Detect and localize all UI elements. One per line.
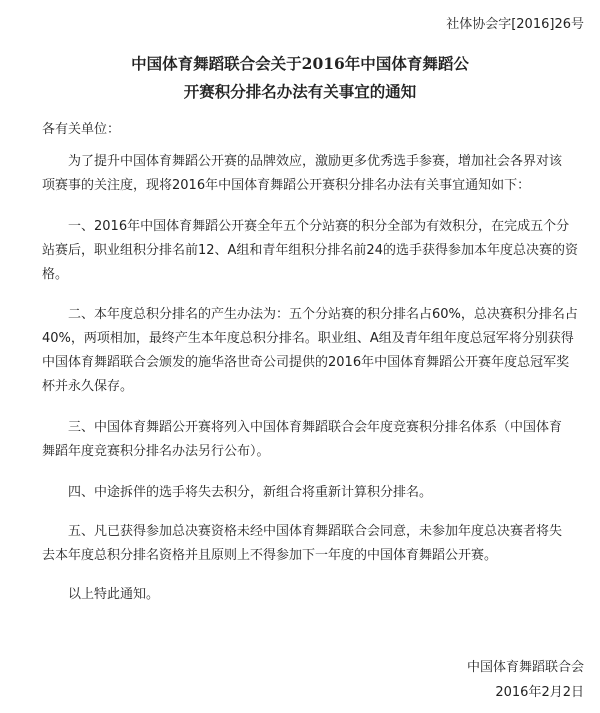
signature-date: 2016年2月2日 [495, 685, 584, 700]
paragraph-closing [42, 583, 582, 607]
salutation: 各有关单位： [42, 122, 121, 137]
paragraph-line: 五、凡已获得参加总决赛资格未经中国体育舞蹈联合会同意，未参加年度总决赛者将失 [68, 524, 563, 539]
paragraph-line: 杯并永久保存。 [42, 379, 134, 394]
paragraph-line: 40%，两项相加，最终产生本年度总积分排名。职业组、A组及青年组年度总冠军将分别获得 [42, 331, 574, 346]
paragraph-item-2 [42, 303, 582, 399]
paragraph-item-4 [42, 481, 582, 505]
paragraph-line: 一、2016年中国体育舞蹈公开赛全年五个分站赛的积分全部为有效积分，在完成五个分 [68, 219, 570, 234]
notice-title [0, 50, 600, 106]
paragraph-line: 三、中国体育舞蹈公开赛将列入中国体育舞蹈联合会年度竞赛积分排名体系（中国体育 [68, 420, 563, 435]
paragraph-line: 中国体育舞蹈联合会颁发的施华洛世奇公司提供的2016年中国体育舞蹈公开赛年度总冠军奖 [42, 355, 570, 370]
title-line-1: 中国体育舞蹈联合会关于2016年中国体育舞蹈公 [131, 54, 469, 73]
paragraph-item-3 [42, 416, 582, 464]
paragraph-line: 为了提升中国体育舞蹈公开赛的品牌效应，激励更多优秀选手参赛，增加社会各界对该 [68, 154, 563, 169]
paragraph-line: 去本年度总积分排名资格并且原则上不得参加下一年度的中国体育舞蹈公开赛。 [42, 548, 498, 563]
title-line-2: 开赛积分排名办法有关事宜的通知 [183, 82, 417, 101]
paragraph-line: 以上特此通知。 [68, 587, 160, 602]
paragraph-line: 项赛事的关注度，现将2016年中国体育舞蹈公开赛积分排名办法有关事宜通知如下： [42, 178, 531, 193]
paragraph-item-5 [42, 520, 582, 568]
paragraph-line: 四、中途拆伴的选手将失去积分，新组合将重新计算积分排名。 [68, 485, 433, 500]
signature-organization: 中国体育舞蹈联合会 [466, 660, 584, 675]
paragraph-line: 格。 [42, 267, 69, 282]
document-number: 社体协会字[2016]26号 [446, 17, 584, 32]
paragraph-item-1 [42, 215, 582, 287]
paragraph-line: 二、本年度总积分排名的产生办法为：五个分站赛的积分排名占60%，总决赛积分排名占 [68, 307, 578, 322]
paragraph-preamble [42, 150, 582, 198]
paragraph-line: 站赛后，职业组积分排名前12、A组和青年组积分排名前24的选手获得参加本年度总决赛的资 [42, 243, 578, 258]
paragraph-line: 舞蹈年度竞赛积分排名办法另行公布）。 [42, 444, 270, 459]
